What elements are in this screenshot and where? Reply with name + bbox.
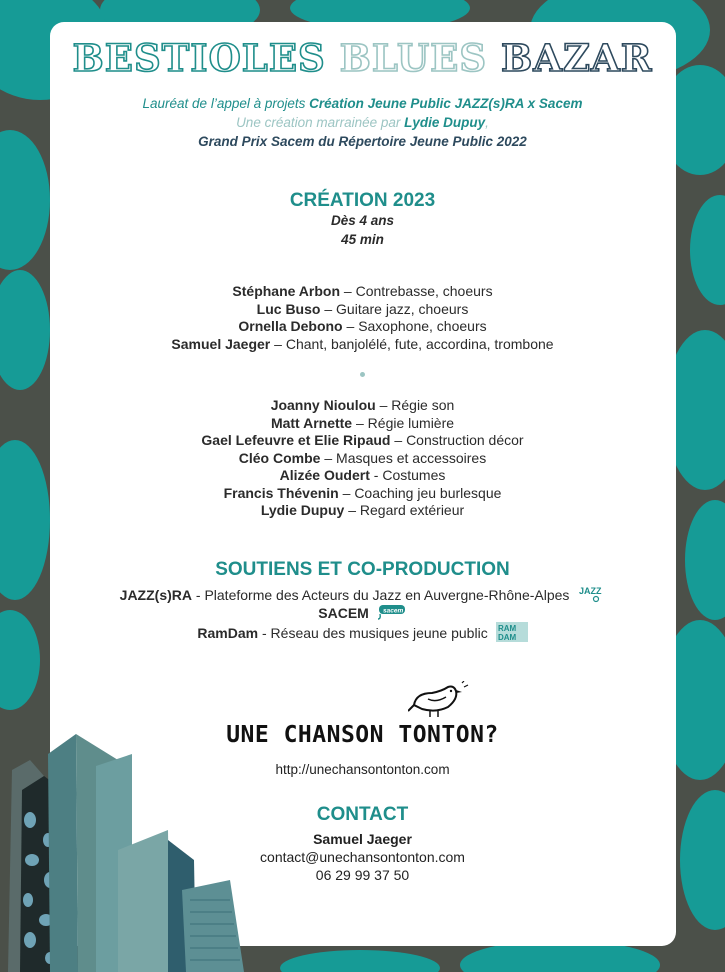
credit-separator: – [352, 414, 368, 431]
credit-name: Samuel Jaeger [171, 335, 271, 352]
intro-line-1 [0, 94, 725, 113]
jazzra-logo-text: JAZZ [579, 586, 602, 596]
crew-row [0, 485, 725, 503]
credit-role: Masques et accessoires [336, 449, 487, 466]
credit-separator: – [375, 397, 392, 413]
title-word-3: BAZAR [501, 36, 653, 80]
crew-row [0, 502, 725, 520]
credit-role: Régie son [391, 397, 455, 413]
crew-row [0, 450, 725, 468]
support-jazzra [0, 584, 725, 604]
credit-name: Luc Buso [256, 300, 321, 317]
contact-block [0, 830, 725, 884]
credit-name: Cléo Combe [238, 449, 321, 466]
contact-name: Samuel Jaeger [313, 831, 412, 847]
musicians-row [0, 318, 725, 336]
ramdam-logo-top: RAM [497, 624, 516, 633]
creation-duration: 45 min [341, 232, 384, 247]
intro-block [0, 94, 725, 151]
title-word-2: BLUES [339, 36, 488, 80]
credit-role: Régie lumière [367, 414, 455, 431]
credit-role: Contrebasse, choeurs [355, 283, 493, 299]
credit-name: Matt Arnette [270, 414, 353, 431]
intro-line-2-prefix: Une création marrainée par [236, 115, 405, 130]
intro-line-2-bold: Lydie Dupuy [404, 115, 486, 130]
crew-row [0, 397, 725, 415]
credit-role: Guitare jazz, choeurs [336, 300, 469, 317]
sacem-logo-text: sacem [382, 607, 403, 615]
jazzra-desc: - Plateforme des Acteurs du Jazz en Auvergne-Rhône-Alpes [192, 586, 570, 603]
brand-name: UNE CHANSON TONTON? [226, 722, 499, 748]
contact-phone[interactable]: 06 29 99 37 50 [315, 867, 410, 883]
ramdam-logo-icon [496, 622, 528, 647]
intro-line-2 [0, 113, 725, 132]
intro-line-3 [0, 132, 725, 151]
contact-heading: CONTACT [316, 804, 409, 825]
musicians-row [0, 336, 725, 354]
crew-row [0, 467, 725, 485]
intro-line-2-suffix: , [485, 115, 489, 130]
creation-age: Dès 4 ans [330, 213, 395, 228]
ramdam-desc: - Réseau des musiques jeune public [258, 624, 488, 641]
credit-name: Alizée Oudert [279, 467, 370, 483]
credit-name: Gael Lefeuvre et Elie Ripaud [201, 432, 391, 448]
credit-separator: – [342, 318, 359, 334]
brand-url[interactable]: http://unechansontonton.com [275, 762, 450, 777]
jazzra-logo-icon [577, 584, 605, 609]
contact-email[interactable]: contact@unechansontonton.com [260, 849, 465, 865]
bird-logo-icon [408, 681, 470, 721]
crew-list [0, 397, 725, 520]
jazzra-name: JAZZ(s)RA [119, 586, 192, 603]
credit-separator: – [338, 484, 355, 501]
creation-heading: CRÉATION 2023 [289, 190, 436, 211]
credit-role: Costumes [382, 467, 446, 483]
musicians-list [0, 283, 725, 353]
credit-name: Lydie Dupuy [260, 502, 345, 518]
credit-separator: – [320, 300, 337, 317]
sacem-name: SACEM [318, 604, 369, 621]
intro-line-3-text: Grand Prix Sacem du Répertoire Jeune Public 2022 [198, 134, 527, 149]
ramdam-logo-bottom: DAM [497, 633, 516, 642]
intro-line-1-bold: Création Jeune Public JAZZ(s)RA x Sacem [309, 96, 583, 111]
credit-separator: – [340, 283, 356, 299]
title-word-1: BESTIOLES [72, 36, 326, 80]
page-title [0, 38, 725, 78]
separator-dot-wrap [0, 372, 725, 377]
support-heading: SOUTIENS ET CO-PRODUCTION [215, 559, 510, 580]
musicians-row [0, 301, 725, 319]
credit-name: Joanny Nioulou [270, 397, 376, 413]
credit-separator: – [320, 449, 337, 466]
credit-name: Ornella Debono [238, 318, 343, 334]
intro-line-1-prefix: Lauréat de l’appel à projets [142, 96, 310, 111]
support-list [0, 584, 725, 642]
credit-separator: – [270, 335, 286, 352]
credit-name: Francis Thévenin [223, 484, 339, 501]
credit-role: Chant, banjolélé, fute, accordina, trombone [285, 335, 554, 352]
crew-row [0, 415, 725, 433]
credit-role: Regard extérieur [359, 502, 465, 518]
credit-separator: – [344, 502, 360, 518]
credit-name: Stéphane Arbon [232, 283, 341, 299]
credit-role: Construction décor [406, 432, 524, 448]
separator-dot [360, 372, 365, 377]
credit-separator: - [369, 467, 383, 483]
ramdam-name: RamDam [197, 624, 259, 641]
support-ramdam [0, 622, 725, 642]
musicians-row [0, 283, 725, 301]
credit-role: Saxophone, choeurs [358, 318, 487, 334]
crew-row [0, 432, 725, 450]
credit-role: Coaching jeu burlesque [354, 484, 502, 501]
support-sacem [0, 604, 725, 622]
credit-separator: – [390, 432, 407, 448]
